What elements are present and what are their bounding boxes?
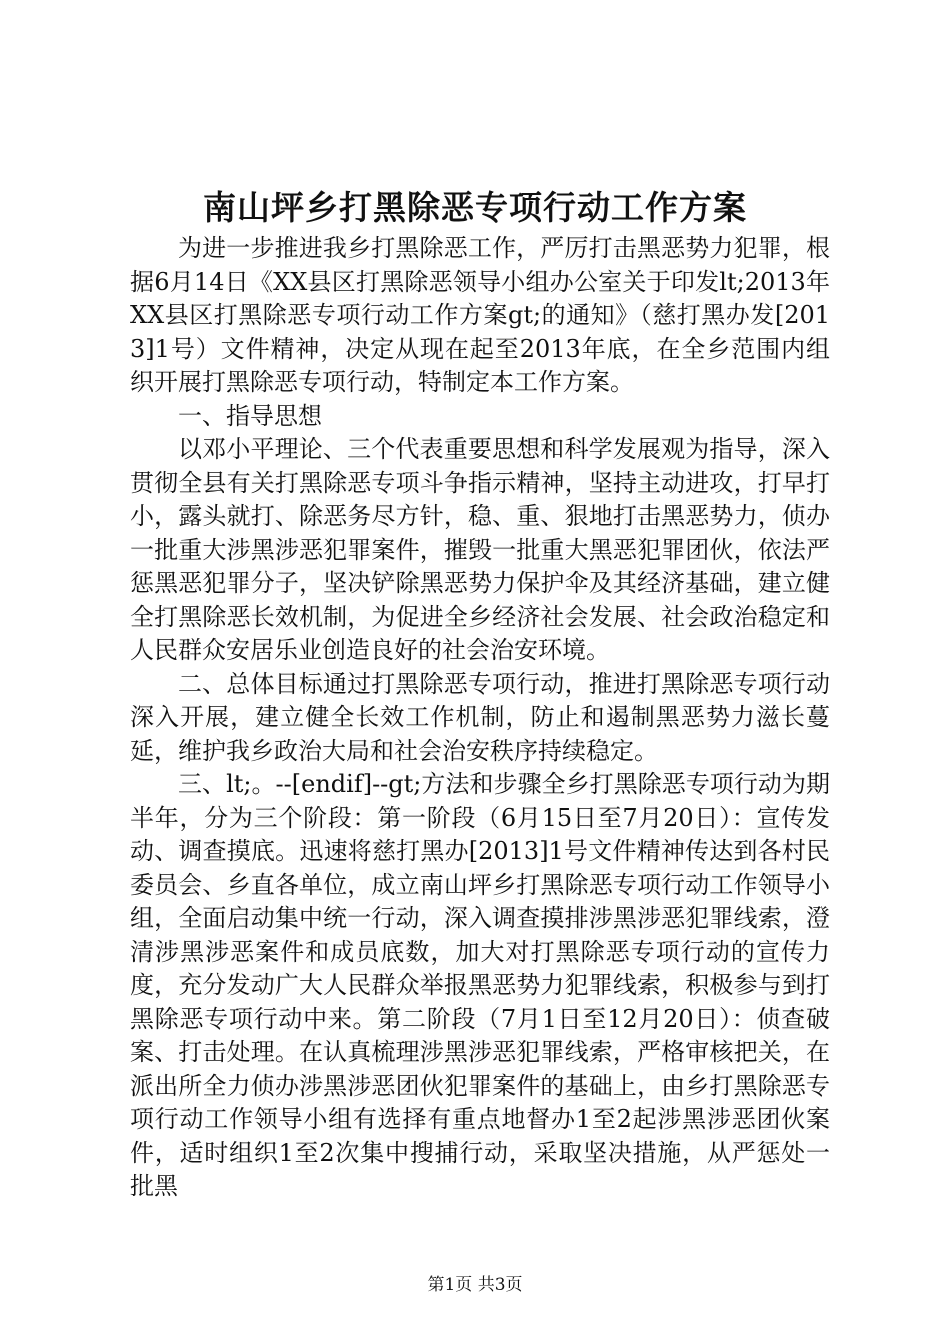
page-title: 南山坪乡打黑除恶专项行动工作方案 <box>203 188 747 227</box>
page-footer: 第1页 共3页 <box>427 1275 523 1295</box>
section-heading-guiding-ideology: 一、指导思想 <box>178 401 322 430</box>
document-body <box>130 232 830 1204</box>
paragraph-guiding-ideology: 以邓小平理论、三个代表重要思想和科学发展观为指导，深入贯彻全县有关打黑除恶专项斗争指示精神，坚持主动进攻，打早打小，露头就打、除恶务尽方针，稳、重、狠地打击黑恶势力，侦办一批重大涉黑涉恶犯罪案件，摧毁一批重大黑恶犯罪团伙，依法严惩黑恶犯罪分子，坚决铲除黑恶势力保护伞及其经济基础，建立健全打黑除恶长效机制，为促进全乡经济社会发展、社会政治稳定和人民群众安居乐业创造良好的社会治安环境。 <box>130 435 830 664</box>
paragraph-methods-steps: 三、lt;。--[endif]--gt;方法和步骤全乡打黑除恶专项行动为期半年，分为三个阶段：第一阶段（6月15日至7月20日）：宣传发动、调查摸底。迅速将慈打黑办[2013]1号文件精神传达到各村民委员会、乡直各单位，成立南山坪乡打黑除恶专项行动工作领导小组，全面启动集中统一行动，深入调查摸排涉黑涉恶犯罪线索，澄清涉黑涉恶案件和成员底数，加大对打黑除恶专项行动的宣传力度，充分发动广大人民群众举报黑恶势力犯罪线索，积极参与到打黑除恶专项行动中来。第二阶段（7月1日至12月20日）：侦查破案、打击处理。在认真梳理涉黑涉恶犯罪线索，严格审核把关，在派出所全力侦办涉黑涉恶团伙犯罪案件的基础上，由乡打黑除恶专项行动工作领导小组有选择有重点地督办1至2起涉黑涉恶团伙案件，适时组织1至2次集中搜捕行动，采取坚决措施，从严惩处一批黑 <box>130 770 830 1200</box>
paragraph-intro: 为进一步推进我乡打黑除恶工作，严厉打击黑恶势力犯罪，根据6月14日《XX县区打黑除恶领导小组办公室关于印发lt;2013年XX县区打黑除恶专项行动工作方案gt;的通知》（慈打黑办发[2013]1号）文件精神，决定从现在起至2013年底，在全乡范围内组织开展打黑除恶专项行动，特制定本工作方案。 <box>130 234 830 396</box>
paragraph-overall-goal: 二、总体目标通过打黑除恶专项行动，推进打黑除恶专项行动深入开展，建立健全长效工作机制，防止和遏制黑恶势力滋长蔓延，维护我乡政治大局和社会治安秩序持续稳定。 <box>130 669 830 765</box>
